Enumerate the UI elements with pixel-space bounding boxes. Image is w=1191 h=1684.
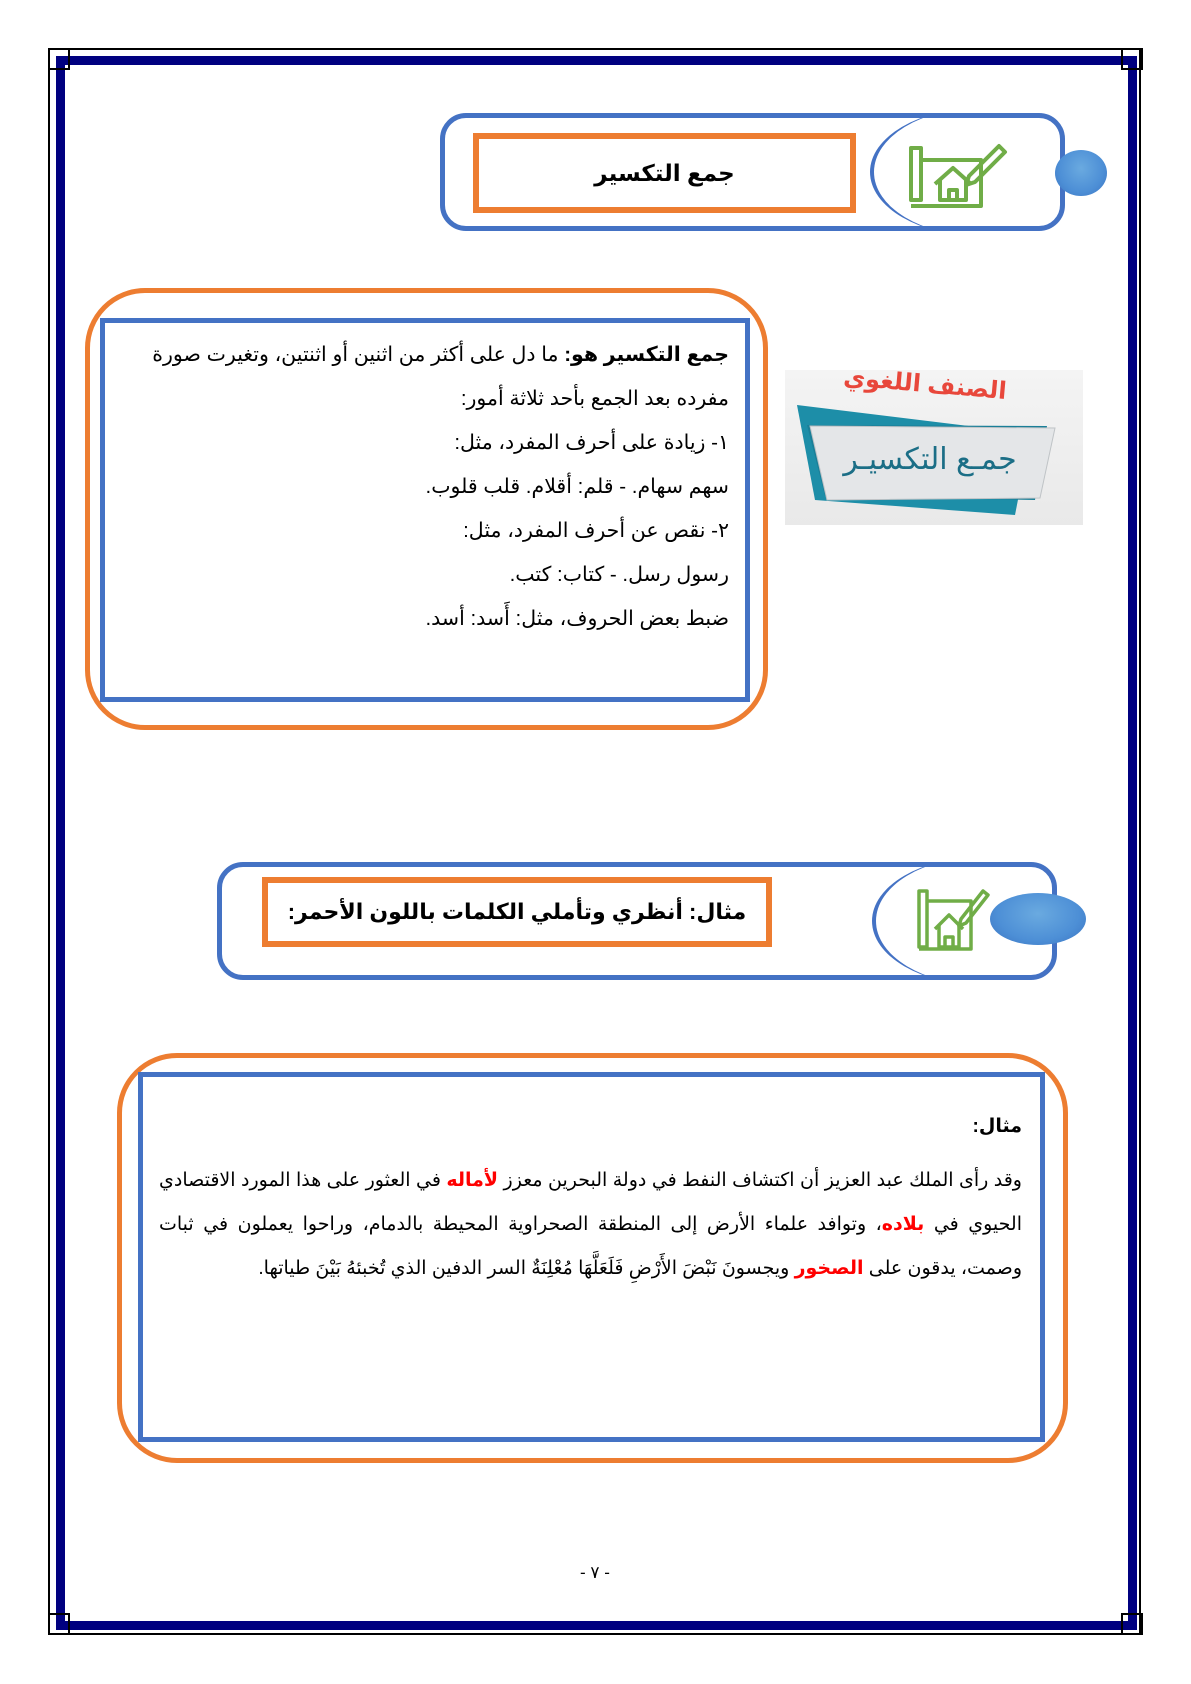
definition-text	[105, 323, 745, 641]
banner-title-box	[473, 133, 856, 213]
highlight-word-amalih: لأماله	[446, 1170, 499, 1191]
jam-taksir-graphic	[785, 363, 1083, 525]
corner-ornament-bottom-right	[1121, 1613, 1143, 1635]
definition-line-1-rest: ما دل على أكثر من اثنين أو اثنتين، وتغيرت صورة	[152, 343, 565, 366]
blue-ellipse-bullet	[1055, 150, 1107, 196]
blue-ellipse-bullet	[990, 893, 1086, 945]
example-box	[138, 1072, 1045, 1442]
example-text-segment: وقد رأى الملك عبد العزيز أن اكتشاف النفط في دولة البحرين معزز	[498, 1170, 1022, 1191]
example-text-segment: ويجسونَ نَبْضَ الأَرْضِ فَلَعَلَّهَا مُعْلِنَةٌ السر الدفين الذي تُخبئهُ بَيْنَ طياتها.	[258, 1258, 795, 1279]
highlight-word-alsukhur: الصخور	[794, 1258, 864, 1279]
corner-ornament-top-left	[48, 48, 70, 70]
highlight-word-biladih: بلاده	[881, 1214, 925, 1235]
blueprint-house-pencil-icon	[915, 885, 990, 955]
corner-ornament-top-right	[1121, 48, 1143, 70]
example-text	[143, 1077, 1040, 1291]
example-label: مثال:	[972, 1116, 1022, 1137]
definition-line-6: رسول رسل. - كتاب: كتب.	[509, 563, 729, 586]
definition-line-3: ١- زيادة على أحرف المفرد، مثل:	[454, 431, 729, 454]
graphic-caption-top: الصنف اللغوي	[842, 363, 1008, 406]
banner-title: جمع التكسير	[594, 159, 735, 186]
definition-line-2: مفرده بعد الجمع بأحد ثلاثة أمور:	[460, 387, 729, 410]
definition-line-5: ٢- نقص عن أحرف المفرد، مثل:	[463, 519, 729, 542]
corner-ornament-bottom-left	[48, 1613, 70, 1635]
example-text-segment: ، وتوافد علماء الأرض إلى المنطقة الصحراوية المحيطة بالدمام، وراحوا يعملون في ثبات وصمت، يدقون على	[159, 1214, 1022, 1279]
definition-line-1	[121, 333, 729, 377]
graphic-caption-main: جمـع التكسيـر	[843, 443, 1017, 476]
page-number: - ٧ -	[580, 1563, 610, 1582]
banner-title-box	[262, 877, 772, 947]
definition-line-4: سهم سهام. - قلم: أقلام. قلب قلوب.	[425, 475, 729, 498]
definition-box	[100, 318, 750, 702]
banner-title: مثال: أنظري وتأملي الكلمات باللون الأحمر:	[287, 899, 747, 924]
blueprint-house-pencil-icon	[905, 140, 1010, 210]
example-text-segment: في العثور على هذا المورد الاقتصادي الحيوي في	[159, 1170, 1022, 1235]
example-paragraph	[159, 1159, 1022, 1291]
definition-line-7: ضبط بعض الحروف، مثل: أَسد: أسد.	[425, 607, 729, 630]
definition-term: جمع التكسير هو:	[564, 343, 729, 366]
